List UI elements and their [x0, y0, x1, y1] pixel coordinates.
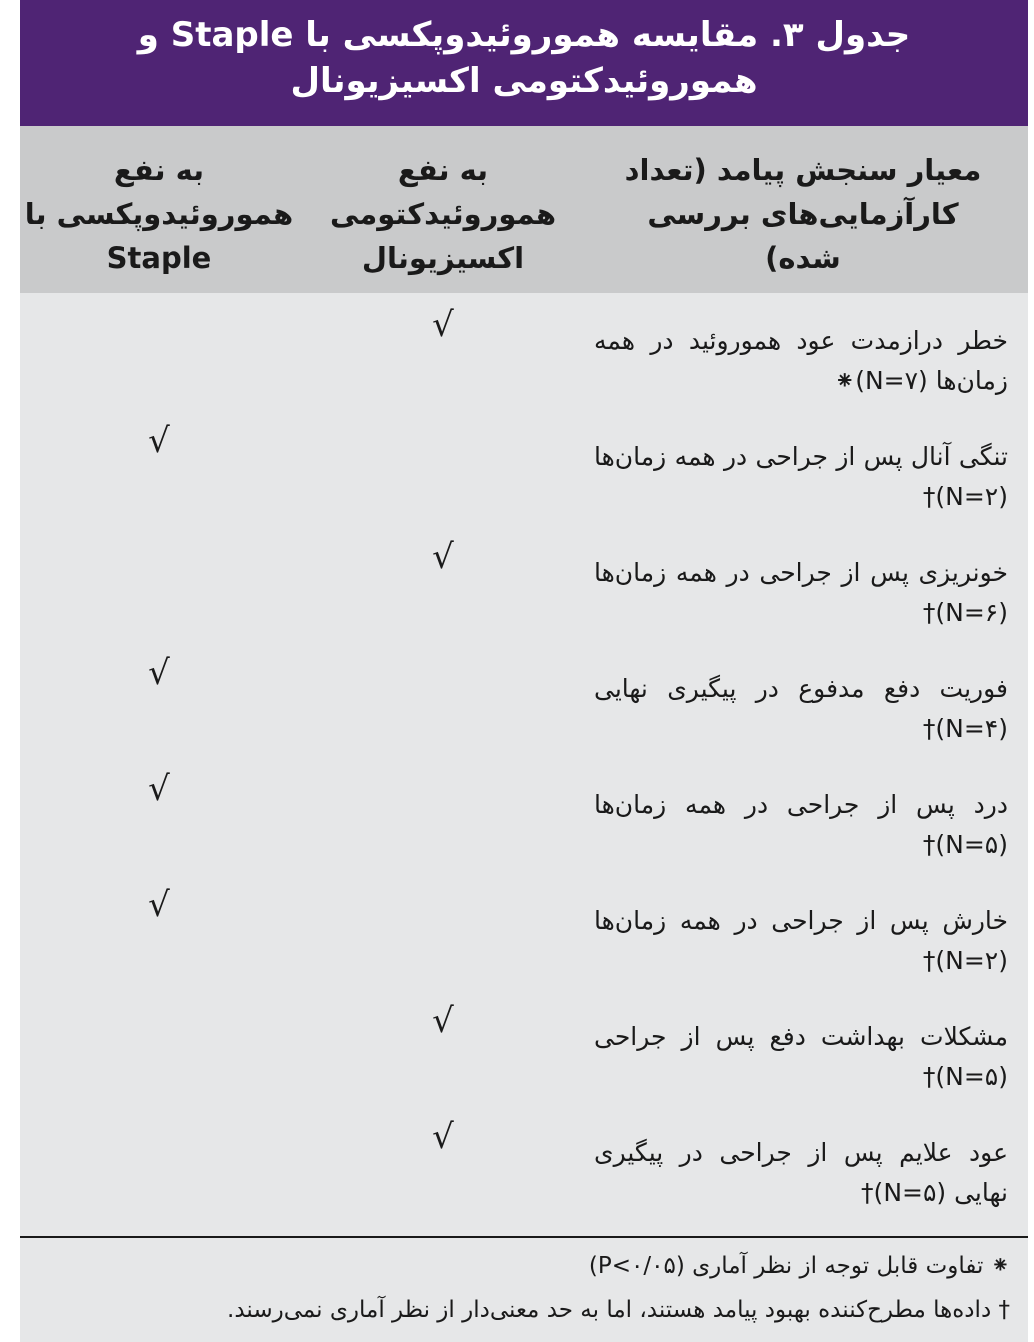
- header-staple: به نفع هموروئیدوپکسی با Staple: [24, 153, 294, 275]
- table-row: [20, 651, 1028, 767]
- row-outcome-label: مشکلات بهداشت دفع پس از جراحی (N=۵)†: [594, 1022, 1008, 1091]
- row-outcome-label: درد پس از جراحی در همه زمان‌ها (N=۵)†: [594, 790, 1008, 859]
- excisional-check: [298, 767, 588, 883]
- excisional-check: [298, 419, 588, 535]
- excisional-check: [298, 651, 588, 767]
- table-body: [20, 293, 1028, 1231]
- header-excisional: به نفع هموروئیدکتومی اکسیزیونال: [329, 153, 557, 275]
- table-row: [20, 999, 1028, 1115]
- staple-check: [20, 303, 298, 419]
- staple-check: √: [148, 769, 170, 809]
- excisional-check: √: [432, 1001, 454, 1041]
- table-header-row: [20, 126, 1028, 293]
- excisional-check: [298, 883, 588, 999]
- footnote-divider: [20, 1236, 1028, 1238]
- table-title: جدول ۳. مقایسه هموروئیدوپکسی با Staple و هموروئیدکتومی اکسیزیونال: [20, 0, 1028, 126]
- staple-check: [20, 999, 298, 1115]
- table-row: [20, 303, 1028, 419]
- row-outcome-label: خطر درازمدت عود هموروئید در همه زمان‌ها (N=۷)⁕: [594, 326, 1008, 395]
- excisional-check: √: [432, 305, 454, 345]
- footnote-significant: ⁕ تفاوت قابل توجه از نظر آماری (P<۰/۰۵): [588, 1253, 1010, 1279]
- footnote-not-significant: † داده‌ها مطرح‌کننده بهبود پیامد هستند، اما به حد معنی‌دار از نظر آماری نمی‌رسند.: [227, 1297, 1010, 1323]
- staple-check: √: [148, 885, 170, 925]
- row-outcome-label: خونریزی پس از جراحی در همه زمان‌ها (N=۶)†: [594, 558, 1008, 627]
- excisional-check: √: [432, 1117, 454, 1157]
- excisional-check: √: [432, 537, 454, 577]
- staple-check: √: [148, 653, 170, 693]
- table-row: [20, 767, 1028, 883]
- table-row: [20, 1115, 1028, 1231]
- table-row: [20, 883, 1028, 999]
- table-row: [20, 535, 1028, 651]
- row-outcome-label: تنگی آنال پس از جراحی در همه زمان‌ها (N=۲)†: [594, 442, 1008, 511]
- table-row: [20, 419, 1028, 535]
- comparison-table: [20, 0, 1028, 1342]
- row-outcome-label: عود علایم پس از جراحی در پیگیری نهایی (N=۵)†: [594, 1138, 1008, 1207]
- header-outcome: معیار سنجش پیامد (تعداد کارآزمایی‌های بررسی شده): [624, 153, 982, 275]
- footnotes: [30, 1244, 1010, 1332]
- staple-check: √: [148, 421, 170, 461]
- staple-check: [20, 535, 298, 651]
- row-outcome-label: فوریت دفع مدفوع در پیگیری نهایی (N=۴)†: [594, 674, 1008, 743]
- row-outcome-label: خارش پس از جراحی در همه زمان‌ها (N=۲)†: [594, 906, 1008, 975]
- staple-check: [20, 1115, 298, 1231]
